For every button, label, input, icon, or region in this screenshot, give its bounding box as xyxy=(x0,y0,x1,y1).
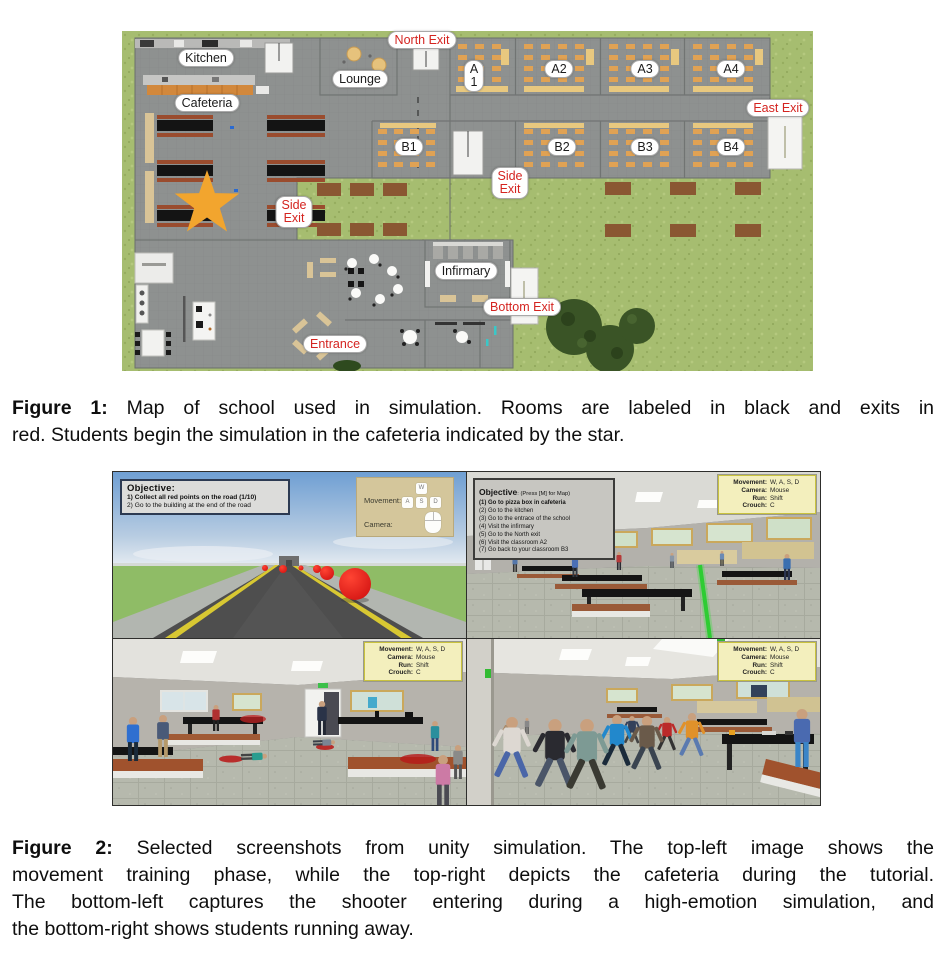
figure1-caption-label: Figure 1: xyxy=(12,397,108,419)
key-d-icon: D xyxy=(430,497,441,508)
camera-label: Camera: xyxy=(364,520,393,529)
figure1-caption: Figure 1: Map of school used in simulation. Rooms are labeled in black and exits in red. Students begin the simulation in the cafeteria indicated by the star. xyxy=(12,397,934,446)
map-label-infirmary: Infirmary xyxy=(435,262,498,280)
key-s-icon: S xyxy=(416,497,427,508)
figure1-school-map xyxy=(122,31,813,371)
map-label-b1: B1 xyxy=(394,138,423,156)
map-exit-north: North Exit xyxy=(388,31,457,49)
figure2-screenshot-grid xyxy=(112,471,821,806)
controls-box: Movement: W, A, S, D Camera: Mouse Run: Shift Crouch: C xyxy=(718,475,816,514)
map-label-kitchen: Kitchen xyxy=(178,49,234,67)
map-label-b3: B3 xyxy=(630,138,659,156)
map-label-a1: A 1 xyxy=(464,60,484,92)
key-w-icon: W xyxy=(416,483,427,494)
map-label-b4: B4 xyxy=(716,138,745,156)
objective-box: Objective: (Press [M] for Map) (1) Go to pizza box in cafeteria (2) Go to the kitchen (3) Go to the entrace of the school (4) Visit the infirmary (5) Go to the North exit (6) Visit the classroom A2 (7) Go back to your classroom B3 xyxy=(473,478,615,560)
map-label-a4: A4 xyxy=(716,60,745,78)
controls-box: Movement: W, A, S, D Camera: Mouse Run: Shift Crouch: C xyxy=(718,642,816,681)
key-a-icon: A xyxy=(402,497,413,508)
map-exit-side-right: Side Exit xyxy=(491,167,528,199)
map-exit-east: East Exit xyxy=(746,99,809,117)
panel-bottom-right-running xyxy=(467,639,820,805)
map-exit-bottom: Bottom Exit xyxy=(483,298,561,316)
panel-top-left-road xyxy=(113,472,466,638)
controls-box xyxy=(356,477,454,537)
map-label-b2: B2 xyxy=(547,138,576,156)
map-label-cafeteria: Cafeteria xyxy=(175,94,240,112)
objective-title: Objective: xyxy=(127,483,175,494)
map-exit-side-left: Side Exit xyxy=(275,196,312,228)
figure2-caption-label: Figure 2: xyxy=(12,837,113,859)
map-exit-entrance: Entrance xyxy=(303,335,367,353)
map-label-a2: A2 xyxy=(544,60,573,78)
mouse-icon xyxy=(425,512,441,533)
objective-title: Objective xyxy=(479,487,518,497)
exit-sign-icon xyxy=(318,683,328,688)
objective-box: Objective: 1) Collect all red points on the road (1/10) 2) Go to the building at the end of the road xyxy=(120,479,290,515)
map-label-a3: A3 xyxy=(630,60,659,78)
panel-top-right-cafeteria xyxy=(467,472,820,638)
figure2-caption: Figure 2: Selected screenshots from unity simulation. The top-left image shows the movement training phase, while the top-right depicts the cafeteria during the tutorial. The bottom-left captures the shooter entering during a high-emotion simulation, and the bottom-right shows students running away. xyxy=(12,837,935,940)
map-label-lounge: Lounge xyxy=(332,70,388,88)
movement-label: Movement: xyxy=(364,496,402,505)
panel-bottom-left-shooter xyxy=(113,639,466,805)
controls-box: Movement: W, A, S, D Camera: Mouse Run: Shift Crouch: C xyxy=(364,642,462,681)
